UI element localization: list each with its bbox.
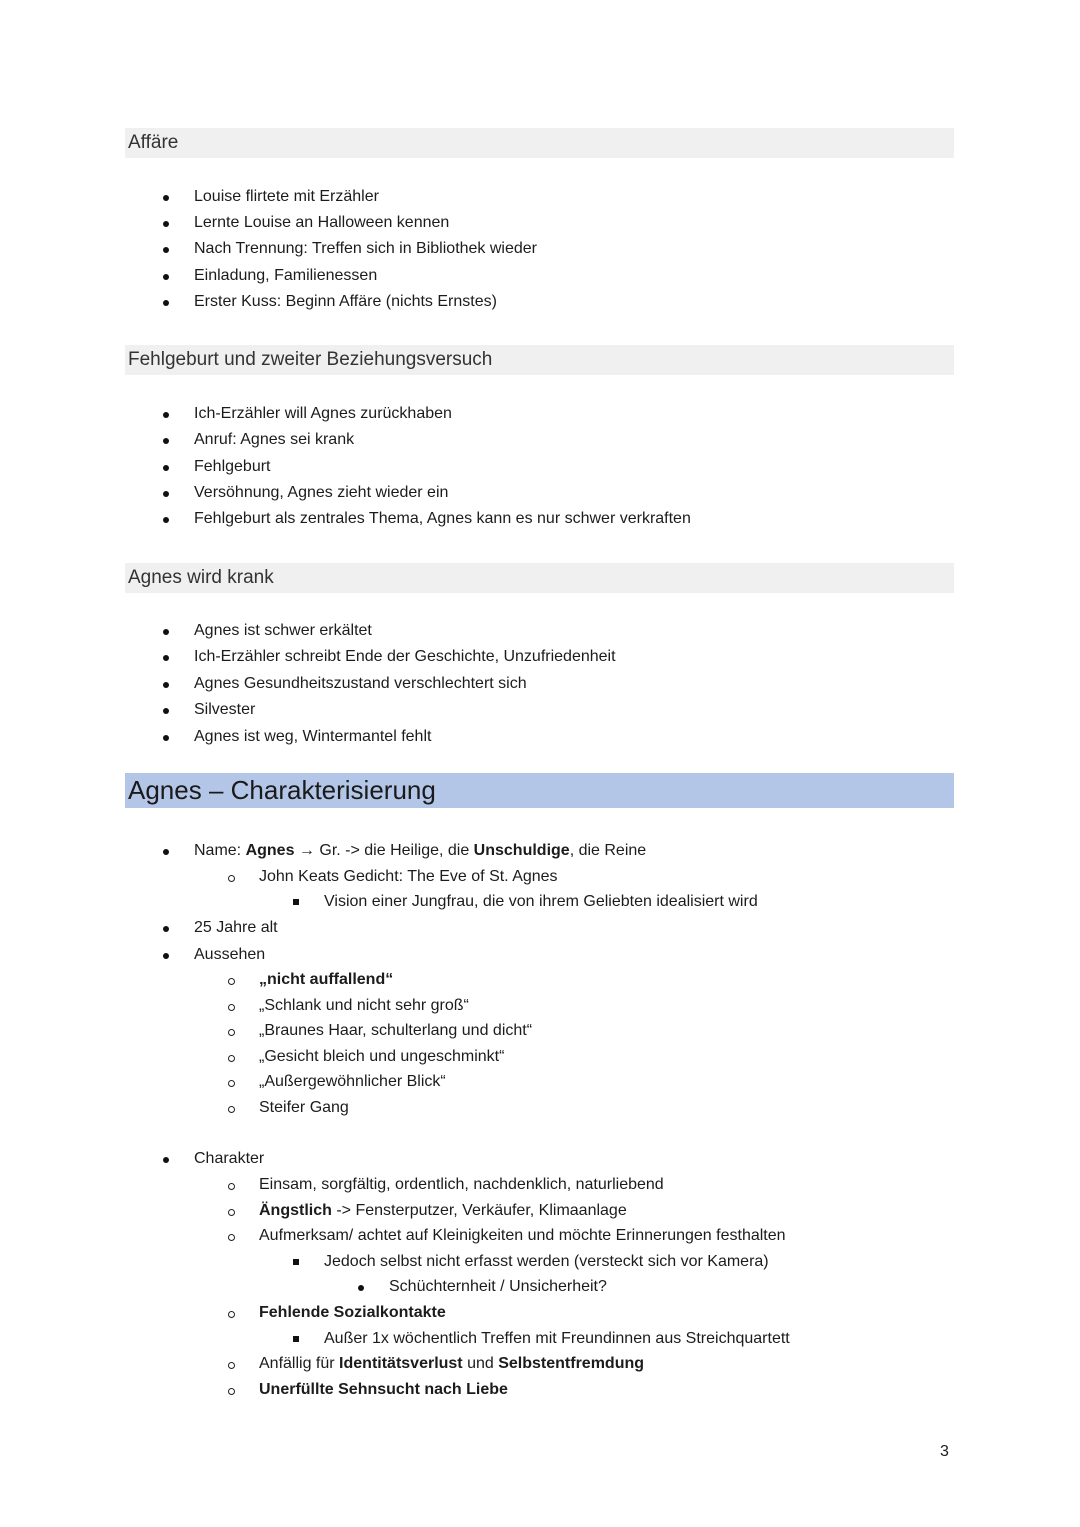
bullet bbox=[163, 655, 169, 661]
name-meaning-bold: Unschuldige bbox=[473, 842, 570, 859]
character-label: Charakter bbox=[194, 1150, 265, 1167]
sub-sub-bullet bbox=[293, 1259, 299, 1265]
characterization-heading: Agnes – Charakterisierung bbox=[125, 773, 954, 808]
bullet bbox=[163, 221, 169, 227]
list-item: Fehlgeburt als zentrales Thema, Agnes kann es nur schwer verkraften bbox=[194, 510, 691, 527]
name-line bbox=[194, 840, 646, 862]
appearance-item: „Braunes Haar, schulterlang und dicht“ bbox=[259, 1022, 533, 1039]
trait-bold: Identitätsverlust bbox=[339, 1355, 463, 1372]
bullet bbox=[358, 1285, 364, 1291]
list-item: Ich-Erzähler schreibt Ende der Geschichte, Unzufriedenheit bbox=[194, 648, 616, 665]
trait-pre: Anfällig für bbox=[259, 1355, 340, 1372]
trait-sub-item: Außer 1x wöchentlich Treffen mit Freundinnen aus Streichquartett bbox=[324, 1330, 790, 1347]
trait-bold: Unerfüllte Sehnsucht nach Liebe bbox=[259, 1381, 508, 1398]
sub-bullet bbox=[228, 1029, 235, 1036]
list-item: Agnes ist weg, Wintermantel fehlt bbox=[194, 728, 432, 745]
bullet bbox=[163, 1157, 169, 1163]
trait-rest: -> Fensterputzer, Verkäufer, Klimaanlage bbox=[331, 1202, 627, 1219]
bullet bbox=[163, 682, 169, 688]
bullet bbox=[163, 735, 169, 741]
trait-item bbox=[259, 1379, 508, 1401]
trait-mid: und bbox=[462, 1355, 499, 1372]
list-item: Silvester bbox=[194, 701, 256, 718]
trait-bold: Selbstentfremdung bbox=[498, 1355, 645, 1372]
age-line: 25 Jahre alt bbox=[194, 919, 278, 936]
sub-bullet bbox=[228, 1209, 235, 1216]
arrow-icon: → bbox=[294, 842, 320, 859]
sub-bullet bbox=[228, 1106, 235, 1113]
trait-bold: Fehlende Sozialkontakte bbox=[259, 1304, 446, 1321]
trait-sub-item: Jedoch selbst nicht erfasst werden (versteckt sich vor Kamera) bbox=[324, 1253, 769, 1270]
trait-item: Einsam, sorgfältig, ordentlich, nachdenklich, naturliebend bbox=[259, 1176, 664, 1193]
section-heading-fehlgeburt: Fehlgeburt und zweiter Beziehungsversuch bbox=[125, 345, 954, 375]
list-item: Agnes Gesundheitszustand verschlechtert sich bbox=[194, 675, 527, 692]
vision-line: Vision einer Jungfrau, die von ihrem Geliebten idealisiert wird bbox=[324, 893, 758, 910]
bullet bbox=[163, 274, 169, 280]
list-item: Ich-Erzähler will Agnes zurückhaben bbox=[194, 405, 452, 422]
sub-bullet bbox=[228, 1388, 235, 1395]
trait-item bbox=[259, 1200, 627, 1222]
list-item: Agnes ist schwer erkältet bbox=[194, 622, 372, 639]
appearance-item: „Schlank und nicht sehr groß“ bbox=[259, 997, 469, 1014]
sub-sub-bullet bbox=[293, 899, 299, 905]
sub-bullet bbox=[228, 1004, 235, 1011]
sub-sub-bullet bbox=[293, 1336, 299, 1342]
list-item: Fehlgeburt bbox=[194, 458, 271, 475]
list-item: Nach Trennung: Treffen sich in Bibliothek wieder bbox=[194, 240, 538, 257]
bullet bbox=[163, 953, 169, 959]
list-item: Lernte Louise an Halloween kennen bbox=[194, 214, 450, 231]
name-meaning: Gr. -> die Heilige, die bbox=[319, 842, 474, 859]
name-suffix: , die Reine bbox=[569, 842, 647, 859]
trait-sub-sub-item: Schüchternheit / Unsicherheit? bbox=[389, 1278, 607, 1295]
bullet bbox=[163, 849, 169, 855]
appearance-item bbox=[259, 969, 393, 991]
bullet bbox=[163, 465, 169, 471]
list-item: Louise flirtete mit Erzähler bbox=[194, 188, 379, 205]
bullet bbox=[163, 517, 169, 523]
appearance-bold: „nicht auffallend“ bbox=[259, 971, 394, 988]
bullet bbox=[163, 491, 169, 497]
trait-bold: Ängstlich bbox=[259, 1202, 332, 1219]
bullet bbox=[163, 195, 169, 201]
sub-bullet bbox=[228, 1234, 235, 1241]
name-prefix: Name: bbox=[194, 842, 246, 859]
list-item: Einladung, Familienessen bbox=[194, 267, 378, 284]
sub-bullet bbox=[228, 1080, 235, 1087]
appearance-item: „Außergewöhnlicher Blick“ bbox=[259, 1073, 446, 1090]
appearance-item: „Gesicht bleich und ungeschminkt“ bbox=[259, 1048, 505, 1065]
keats-line: John Keats Gedicht: The Eve of St. Agnes bbox=[259, 868, 558, 885]
section-heading-agnes-krank: Agnes wird krank bbox=[125, 563, 954, 593]
bullet bbox=[163, 247, 169, 253]
trait-item bbox=[259, 1353, 644, 1375]
bullet bbox=[163, 926, 169, 932]
trait-item: Aufmerksam/ achtet auf Kleinigkeiten und möchte Erinnerungen festhalten bbox=[259, 1227, 786, 1244]
section-heading-affaere: Affäre bbox=[125, 128, 954, 158]
sub-bullet bbox=[228, 1183, 235, 1190]
bullet bbox=[163, 412, 169, 418]
list-item: Anruf: Agnes sei krank bbox=[194, 431, 355, 448]
name-bold: Agnes bbox=[245, 842, 295, 859]
page-number: 3 bbox=[940, 1443, 949, 1460]
sub-bullet bbox=[228, 978, 235, 985]
list-item: Versöhnung, Agnes zieht wieder ein bbox=[194, 484, 449, 501]
bullet bbox=[163, 300, 169, 306]
trait-item bbox=[259, 1302, 446, 1324]
sub-bullet bbox=[228, 875, 235, 882]
sub-bullet bbox=[228, 1055, 235, 1062]
bullet bbox=[163, 438, 169, 444]
bullet bbox=[163, 629, 169, 635]
appearance-label: Aussehen bbox=[194, 946, 266, 963]
sub-bullet bbox=[228, 1311, 235, 1318]
list-item: Erster Kuss: Beginn Affäre (nichts Ernstes) bbox=[194, 293, 497, 310]
sub-bullet bbox=[228, 1362, 235, 1369]
appearance-item: Steifer Gang bbox=[259, 1099, 349, 1116]
bullet bbox=[163, 708, 169, 714]
